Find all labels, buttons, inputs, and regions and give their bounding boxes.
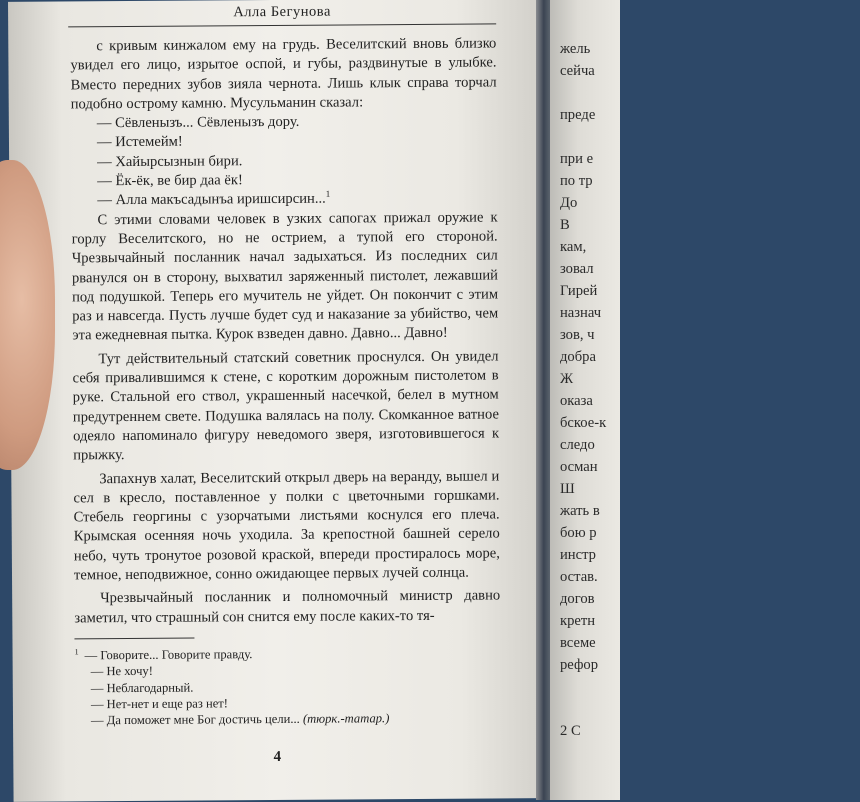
dialogue-line: — Сёвленызъ... Сёвленызъ дору. xyxy=(96,113,300,132)
next-page-line: догов xyxy=(560,591,595,607)
next-page-line: преде xyxy=(560,107,596,123)
footnote-rule xyxy=(74,638,194,640)
running-head: Алла Бегунова xyxy=(68,2,496,27)
next-page-text xyxy=(560,38,860,742)
paragraph: Запахнув халат, Веселитский открыл дверь на веранду, вышел и сел в кресло, поставленное у полки с цветочными горшками. Стебель георгины с узорчатыми листьями коснулся его плеча. Крымская осенняя ночь уходила. За крепостной башней серело небо, чуть тронутое розовой краской, впереди простиралось море, темное, неподвижное, сонно ожидающее первых лучей солнца. xyxy=(73,467,500,584)
dialogue-line: — Хайырсызнын бири. xyxy=(97,152,243,171)
paragraph: Тут действительный статский советник проснулся. Он увидел себя привалившимся к стене, с коротким дорожным пистолетом в руке. Стальной его ствол, украшенный насечкой, белел в мутном предутреннем свете. Подушка валялась на полу. Скомканное ватное одеяло напоминало фигуру неведомого зверя, изготовившегося к прыжку. xyxy=(72,348,500,464)
dialogue-text: — Алла макъсадынъа иришсирсин... xyxy=(97,191,326,209)
next-page-line: кретн xyxy=(560,613,596,629)
next-page-line: зов, ч xyxy=(560,327,595,343)
dialogue-line: — Ёк-ёк, ве бир даа ёк! xyxy=(97,172,243,190)
page-number: 4 xyxy=(273,748,282,766)
paragraph: Чрезвычайный посланник и полномочный министр давно заметил, что страшный сон снится ему после каких-то тя- xyxy=(74,587,501,627)
footnote-line: — Неблагодарный. xyxy=(90,680,194,695)
next-page-line: Гирей xyxy=(560,283,598,299)
next-page-line: зовал xyxy=(560,261,594,277)
footnote-line: $^1$ — Говорите... Говорите правду. xyxy=(74,647,253,663)
next-page-line: До xyxy=(560,195,578,211)
next-page-line xyxy=(560,676,860,698)
footnotes xyxy=(75,644,502,728)
next-page-line: по тр xyxy=(560,173,593,189)
next-page-line: осман xyxy=(560,459,598,475)
footnote-line: — Нет-нет и еще раз нет! xyxy=(90,696,229,712)
next-page-line: Ш xyxy=(560,481,575,497)
next-page-line: остав. xyxy=(560,569,598,585)
dialogue-line: — Истемейм! xyxy=(96,134,183,151)
next-page-line: всеме xyxy=(560,635,596,651)
next-page-line: оказа xyxy=(560,393,593,409)
next-page-line: добра xyxy=(560,349,596,365)
next-page-line: назнач xyxy=(560,305,602,321)
footnote-number: 1 xyxy=(74,647,79,657)
next-page-line xyxy=(560,82,860,104)
footnote-line: — Да поможет мне Бог достичь цели... (тюрк.-татар.) xyxy=(90,711,390,728)
next-page-line xyxy=(560,698,860,720)
footnote-reference: 1 xyxy=(325,189,331,200)
book-spine-gutter xyxy=(536,0,550,800)
next-page-line: бою р xyxy=(560,525,597,541)
next-page-line: Ж xyxy=(560,371,574,387)
next-page-line: сейча xyxy=(560,63,595,79)
paragraph: с кривым кинжалом ему на грудь. Веселитский вновь близко увидел его лицо, изрытое оспой, и губы, раздвинутые в улыбке. Вместо передних зубов зияла чернота. Лишь клык справа торчал подобно острому камню. Мусульманин сказал: xyxy=(70,35,497,113)
next-page-line: инстр xyxy=(560,547,596,563)
next-page-line: кам, xyxy=(560,239,587,255)
footnote-line: — Не хочу! xyxy=(90,664,153,679)
next-page-line: рефор xyxy=(560,657,599,673)
next-page-line: бское-к xyxy=(560,415,607,431)
next-page-line: В xyxy=(560,217,570,233)
footnote-language: (тюрк.-татар.) xyxy=(302,711,390,726)
next-page-line: жель xyxy=(560,41,591,57)
main-text xyxy=(70,34,500,628)
next-page-line: жать в xyxy=(560,503,600,519)
paragraph: С этими словами человек в узких сапогах прижал оружие к горлу Веселитского, но не острием, а тупой его стороной. Чрезвычайный посланник начал задыхаться. Из последних сил рванулся он в сторону, выхватил заряженный пистолет, лежавший под подушкой. Теперь его мучитель не уйдет. Он покончит с этим раз и навсегда. Пусть лучше будет суд и наказание за убийство, чем эта ежедневная пытка. Курок взведен давно. Давно... Давно! xyxy=(71,209,499,344)
next-page-line: 2 С xyxy=(560,723,581,739)
book-page-right xyxy=(550,0,620,800)
next-page-line: при е xyxy=(560,151,594,167)
next-page-line: следо xyxy=(560,437,595,453)
book-page-left xyxy=(8,0,542,802)
next-page-line xyxy=(560,126,860,148)
